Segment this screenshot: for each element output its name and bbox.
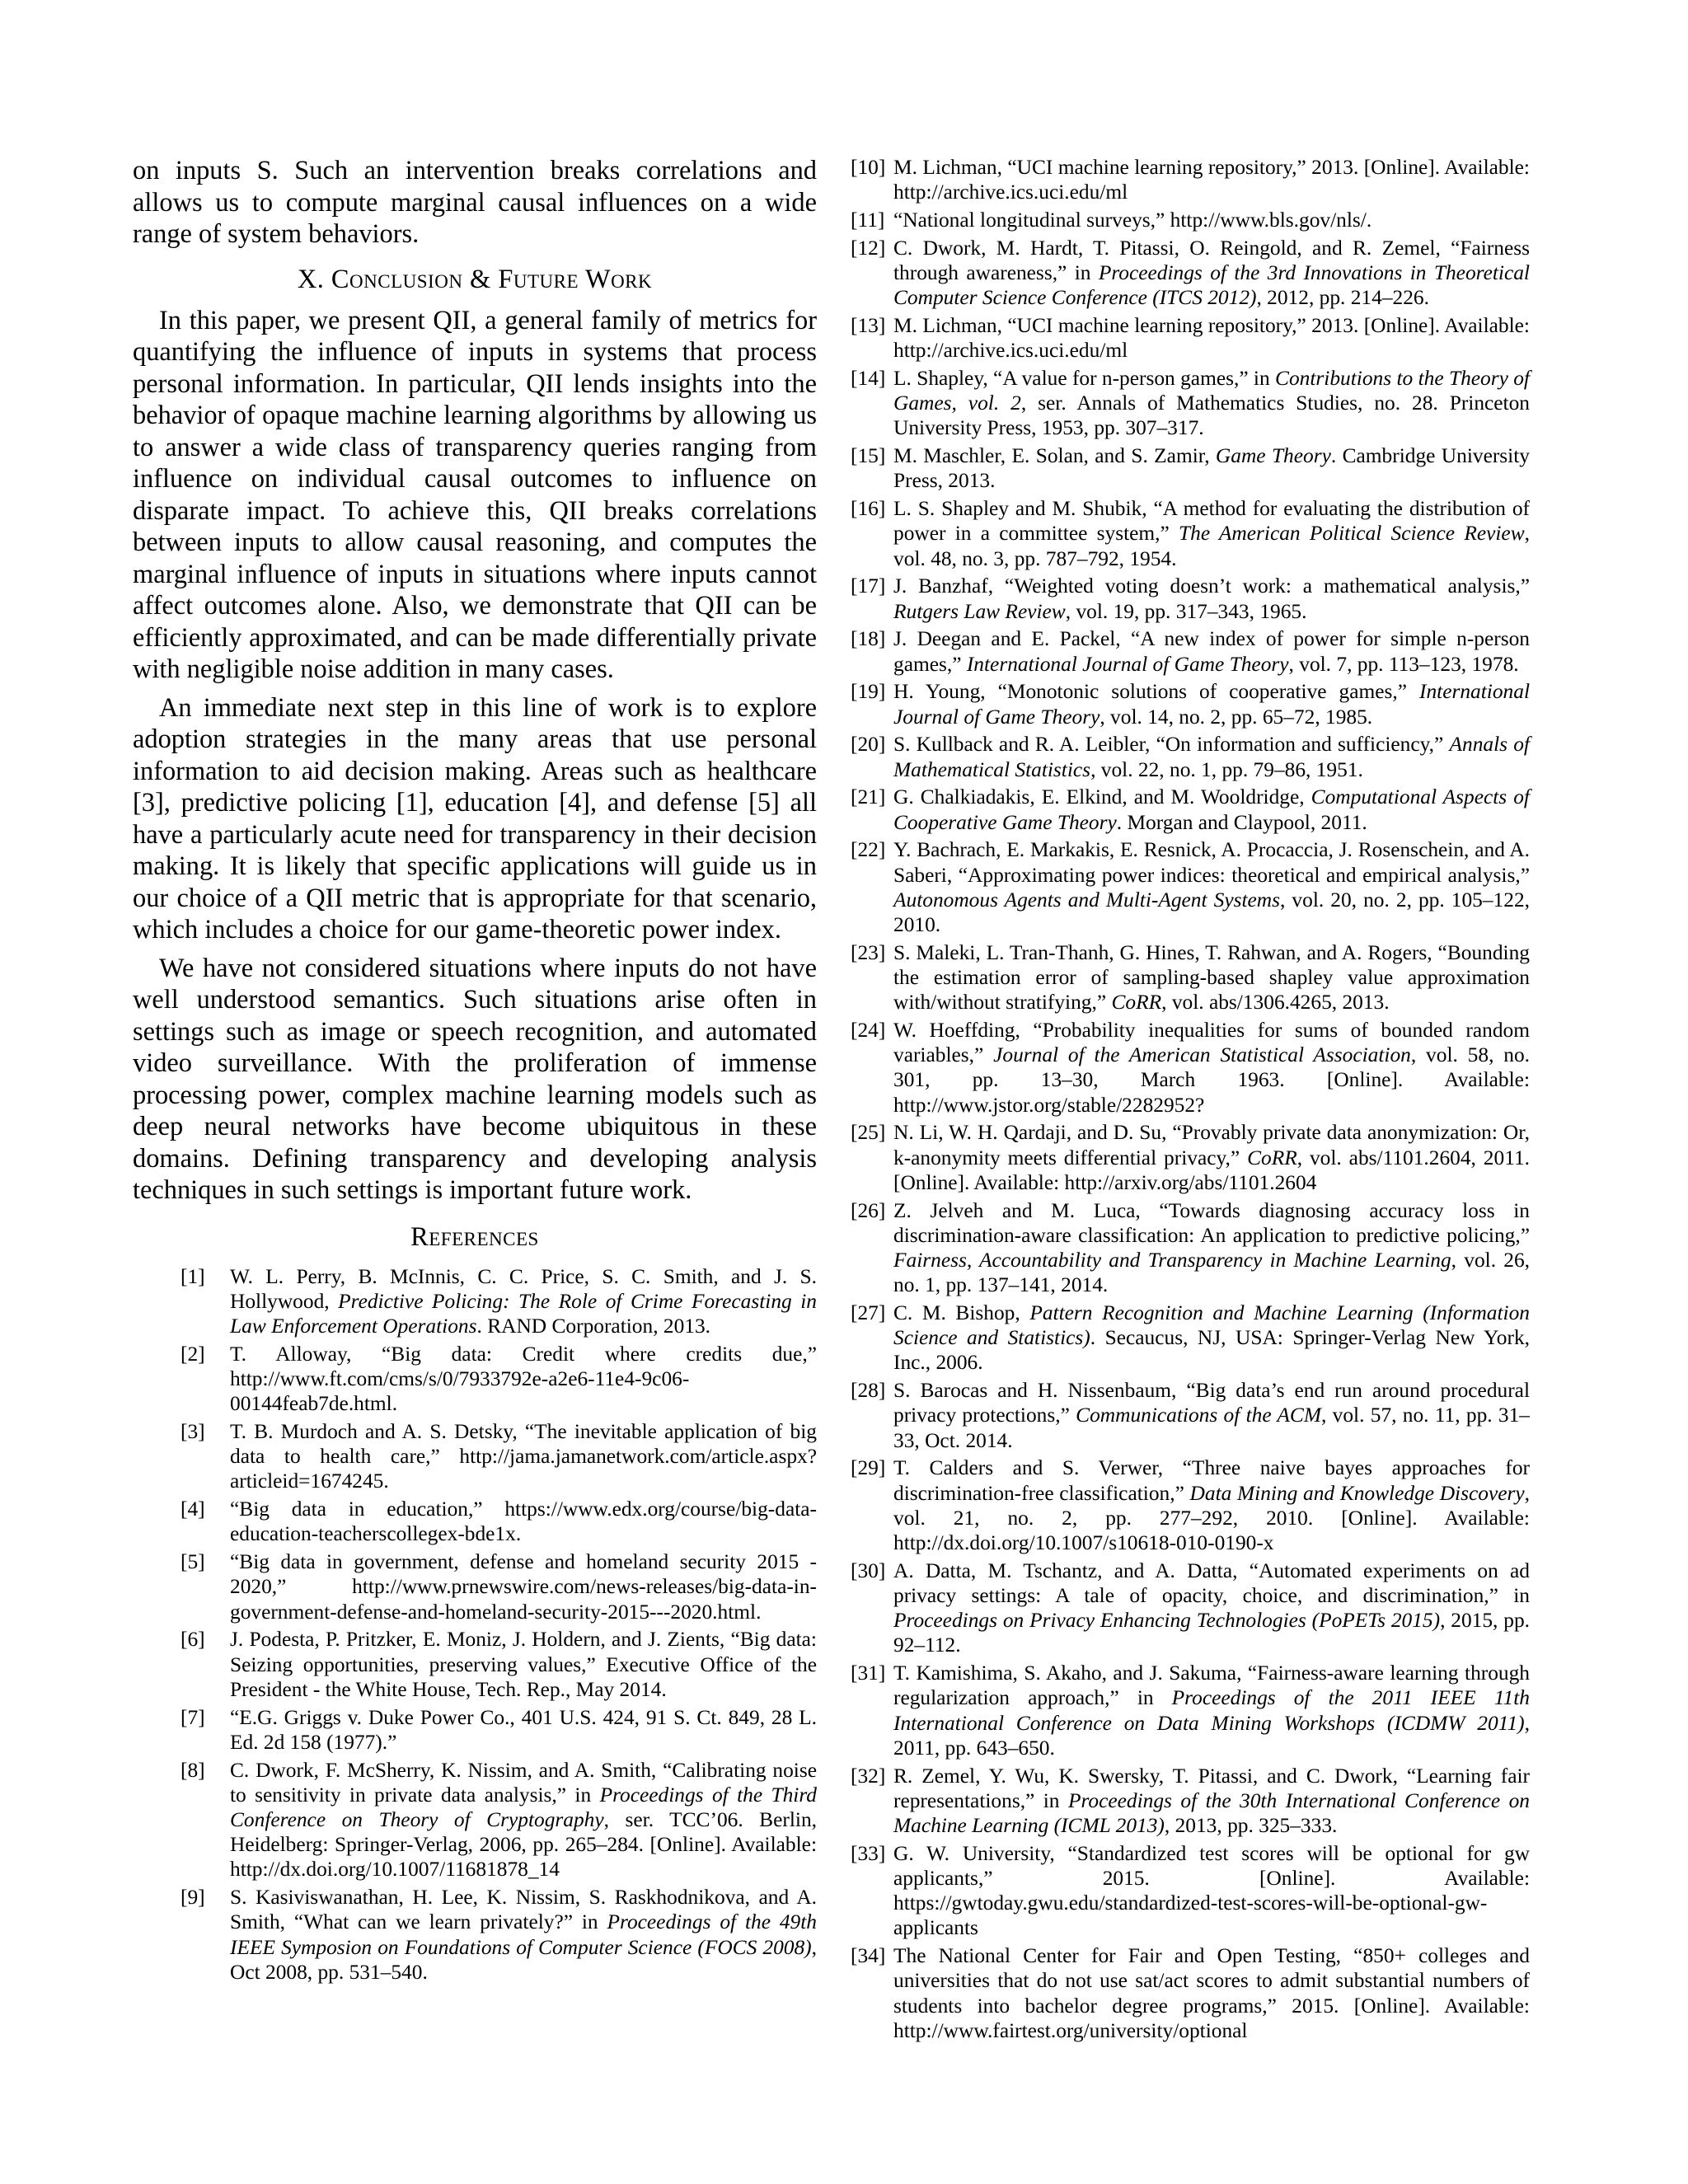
paragraph: An immediate next step in this line of work is to explore adoption strategies in the many areas that use personal information to aid decision making. Areas such as healthcare [3], predictive policing [1], education [4], and defense [5] all have a particularly acute need for transparency in their decision making. It is likely that specific applications will guide us in our choice of a QII metric that is appropriate for that scenario, which includes a choice for our game-theoretic power index. <box>133 692 817 944</box>
reference-number: [32] <box>851 1764 886 1788</box>
reference-venue: The American Political Science Review <box>1179 522 1525 546</box>
reference-details: , ser. Annals of Mathematics Studies, no. 28. Princeton University Press, 1953, pp. 307–317. <box>893 391 1531 440</box>
reference-item <box>851 1841 1530 1941</box>
reference-details: , vol. abs/1306.4265, 2013. <box>1161 991 1390 1015</box>
reference-item <box>851 443 1530 493</box>
reference-number: [16] <box>851 497 886 521</box>
reference-number: [5] <box>181 1550 205 1574</box>
reference-text: Z. Jelveh and M. Luca, “Towards diagnosing accuracy loss in discrimination-aware classification: An application to predictive policing,” <box>893 1198 1530 1247</box>
reference-text: The National Center for Fair and Open Testing, “850+ colleges and universities that do not use sat/act scores to admit substantial numbers of students into bachelor degree programs,” 2015. [Online]. Available: http://www.fairtest.org/university/optional <box>893 1944 1530 2042</box>
reference-venue: International Journal of Game Theory <box>966 652 1289 676</box>
reference-details: , 2011, pp. 643–650. <box>893 1711 1530 1760</box>
reference-details: , vol. 19, pp. 317–343, 1965. <box>1065 599 1307 623</box>
reference-number: [20] <box>851 733 886 757</box>
reference-text: “E.G. Griggs v. Duke Power Co., 401 U.S. 424, 91 S. Ct. 849, 28 L. Ed. 2d 158 (1977).” <box>230 1705 817 1754</box>
reference-item <box>181 1264 817 1339</box>
reference-venue: Proceedings of the 30th International Conference on Machine Learning (ICML 2013) <box>893 1788 1530 1838</box>
reference-item <box>851 1120 1530 1195</box>
reference-details: . Morgan and Claypool, 2011. <box>1116 810 1367 834</box>
reference-number: [28] <box>851 1379 886 1403</box>
reference-number: [7] <box>181 1705 205 1729</box>
reference-number: [34] <box>851 1944 886 1968</box>
reference-number: [2] <box>181 1342 205 1366</box>
reference-item <box>181 1885 817 1985</box>
reference-item <box>181 1419 817 1494</box>
reference-number: [22] <box>851 838 886 862</box>
references-heading: References <box>410 1221 539 1252</box>
reference-details: , 2012, pp. 214–226. <box>1256 286 1429 310</box>
reference-item <box>851 236 1530 311</box>
reference-number: [26] <box>851 1198 886 1222</box>
reference-details: , vol. abs/1101.2604, 2011. [Online]. Available: http://arxiv.org/abs/1101.2604 <box>893 1146 1530 1194</box>
reference-text: “Big data in government, defense and homeland security 2015 - 2020,” http://www.prnewswire.com/news-releases/big-data-in-government-defense-and-homeland-security-2015---2020.html. <box>230 1550 817 1624</box>
reference-details: , vol. 48, no. 3, pp. 787–792, 1954. <box>893 522 1530 570</box>
reference-item <box>851 626 1530 676</box>
reference-list-left <box>133 1264 817 1985</box>
reference-item <box>851 732 1530 781</box>
reference-number: [19] <box>851 680 886 704</box>
reference-number: [14] <box>851 367 886 390</box>
reference-item <box>851 1301 1530 1376</box>
reference-details: . Cambridge University Press, 2013. <box>893 444 1530 493</box>
reference-venue: Rutgers Law Review <box>893 599 1066 623</box>
reference-number: [15] <box>851 444 886 468</box>
reference-item <box>851 1378 1530 1453</box>
reference-item <box>851 679 1530 729</box>
reference-details: , vol. 58, no. 301, pp. 13–30, March 1963. [Online]. Available: http://www.jstor.org/stable/2282952? <box>893 1043 1530 1117</box>
reference-number: [27] <box>851 1301 886 1325</box>
reference-number: [21] <box>851 785 886 809</box>
paragraph: We have not considered situations where inputs do not have well understood semantics. Such situations arise often in settings such as image or speech recognition, and automated video surveillance. With the proliferation of immense processing power, complex machine learning models such as deep neural networks have become ubiquitous in these domains. Defining transparency and developing analysis techniques in such settings is important future work. <box>133 953 817 1205</box>
reference-number: [8] <box>181 1758 205 1782</box>
reference-text: H. Young, “Monotonic solutions of cooperative games,” <box>893 680 1419 704</box>
section-heading-conclusion: X. Conclusion & Future Work <box>297 264 653 294</box>
reference-item <box>851 1558 1530 1658</box>
reference-text: L. S. Shapley and M. Shubik, “A method for evaluating the distribution of power in a committee system,” <box>893 497 1530 546</box>
reference-item <box>181 1627 817 1702</box>
reference-details: , 2015, pp. 92–112. <box>893 1609 1530 1657</box>
reference-venue: Data Mining and Knowledge Discovery <box>1189 1481 1525 1505</box>
reference-venue: Pattern Recognition and Machine Learning (Information Science and Statistics) <box>893 1301 1530 1350</box>
reference-text: J. Podesta, P. Pritzker, E. Moniz, J. Holdern, and J. Zients, “Big data: Seizing opportunities, preserving values,” Executive Office of the President - the White House, Tech. Rep., May 2014. <box>230 1628 817 1701</box>
reference-number: [13] <box>851 314 886 337</box>
reference-text: G. Chalkiadakis, E. Elkind, and M. Wooldridge, <box>893 785 1311 809</box>
reference-text: “Big data in education,” https://www.edx.org/course/big-data-education-teacherscollegex-bde1x. <box>230 1497 817 1546</box>
reference-venue: Fairness, Accountability and Transparency in Machine Learning <box>893 1249 1451 1272</box>
reference-number: [12] <box>851 236 886 260</box>
reference-text: C. M. Bishop, <box>893 1301 1030 1325</box>
reference-text: N. Li, W. H. Qardaji, and D. Su, “Provably private data anonymization: Or, k-anonymity meets differential privacy,” <box>893 1121 1530 1169</box>
reference-text: M. Lichman, “UCI machine learning repository,” 2013. [Online]. Available: http://archive.ics.uci.edu/ml <box>893 314 1530 363</box>
reference-text: A. Datta, M. Tschantz, and A. Datta, “Automated experiments on ad privacy settings: A tale of opacity, choice, and discrimination,” in <box>893 1558 1530 1608</box>
right-column <box>851 155 1530 2046</box>
reference-number: [18] <box>851 627 886 651</box>
reference-text: “National longitudinal surveys,” http://www.bls.gov/nls/. <box>893 209 1372 232</box>
reference-item <box>851 785 1530 834</box>
reference-item <box>851 208 1530 232</box>
reference-item <box>851 155 1530 204</box>
reference-text: S. Kasiviswanathan, H. Lee, K. Nissim, S. Raskhodnikova, and A. Smith, “What can we learn privately?” in <box>230 1886 817 1934</box>
paragraph: In this paper, we present QII, a general family of metrics for quantifying the influence of inputs in systems that process personal information. In particular, QII lends insights into the behavior of opaque machine learning algorithms by allowing us to answer a wide class of transparency queries ranging from influence on individual causal outcomes to influence on disparate impact. To achieve this, QII breaks correlations between inputs to allow causal reasoning, and computes the marginal influence of inputs in situations where inputs cannot affect outcomes alone. Also, we demonstrate that QII can be efficiently approximated, and can be made differentially private with negligible noise addition in many cases. <box>133 305 817 684</box>
reference-number: [3] <box>181 1419 205 1443</box>
reference-venue: Proceedings of the Third Conference on Theory of Cryptography <box>230 1783 817 1831</box>
reference-item <box>851 1661 1530 1760</box>
reference-details: , vol. 14, no. 2, pp. 65–72, 1985. <box>1100 705 1373 729</box>
reference-item <box>181 1549 817 1624</box>
reference-number: [25] <box>851 1121 886 1145</box>
reference-item <box>851 940 1530 1015</box>
reference-number: [4] <box>181 1497 205 1521</box>
reference-item <box>851 366 1530 441</box>
reference-item <box>181 1705 817 1755</box>
reference-number: [1] <box>181 1264 205 1288</box>
reference-venue: Predictive Policing: The Role of Crime Forecasting in Law Enforcement Operations <box>230 1289 817 1338</box>
reference-text: G. W. University, “Standardized test scores will be optional for gw applicants,” 2015. [Online]. Available: https://gwtoday.gwu.edu/standardized-test-scores-will-be-optional-gw-applicants <box>893 1841 1530 1940</box>
reference-item <box>851 1018 1530 1118</box>
reference-venue: Journal of the American Statistical Association <box>993 1043 1411 1067</box>
reference-number: [33] <box>851 1841 886 1865</box>
reference-item <box>181 1342 817 1417</box>
reference-text: L. Shapley, “A value for n-person games,” in <box>893 367 1276 390</box>
reference-details: . Secaucus, NJ, USA: Springer-Verlag New York, Inc., 2006. <box>893 1326 1530 1375</box>
reference-number: [6] <box>181 1628 205 1652</box>
reference-details: , vol. 7, pp. 113–123, 1978. <box>1288 652 1519 676</box>
reference-text: J. Banzhaf, “Weighted voting doesn’t work: a mathematical analysis,” <box>893 574 1530 598</box>
body-text <box>133 155 817 251</box>
reference-number: [17] <box>851 574 886 598</box>
reference-number: [11] <box>851 209 885 232</box>
reference-text: T. Calders and S. Verwer, “Three naive bayes approaches for discrimination-free classification,” <box>893 1456 1530 1505</box>
reference-list-right <box>851 155 1530 2043</box>
reference-number: [29] <box>851 1456 886 1480</box>
reference-venue: Proceedings of the 49th IEEE Symposion on Foundations of Computer Science (FOCS 2008) <box>230 1910 817 1959</box>
reference-details: , vol. 20, no. 2, pp. 105–122, 2010. <box>893 888 1530 937</box>
reference-text: T. Alloway, “Big data: Credit where credits due,” http://www.ft.com/cms/s/0/7933792e-a2e6-11e4-9c06-00144feab7de.html. <box>230 1342 817 1416</box>
conclusion-text <box>133 305 817 1207</box>
reference-details: , vol. 21, no. 2, pp. 277–292, 2010. [Online]. Available: http://dx.doi.org/10.1007/s10618-010-0190-x <box>893 1481 1530 1555</box>
reference-venue: Computational Aspects of Cooperative Game Theory <box>893 785 1530 834</box>
reference-venue: Communications of the ACM <box>1076 1404 1322 1427</box>
reference-venue: Contributions to the Theory of Games, vol. 2 <box>893 367 1530 415</box>
reference-venue: Proceedings on Privacy Enhancing Technologies (PoPETs 2015) <box>893 1609 1441 1633</box>
reference-text: T. Kamishima, S. Akaho, and J. Sakuma, “Fairness-aware learning through regularization approach,” in <box>893 1661 1530 1710</box>
reference-text: M. Lichman, “UCI machine learning repository,” 2013. [Online]. Available: http://archive.ics.uci.edu/ml <box>893 156 1530 204</box>
reference-venue: Autonomous Agents and Multi-Agent Systems <box>893 888 1281 912</box>
reference-item <box>851 1943 1530 2043</box>
reference-text: S. Maleki, L. Tran-Thanh, G. Hines, T. Rahwan, and A. Rogers, “Bounding the estimation error of sampling-based shapley value approximation with/without stratifying,” <box>893 940 1530 1015</box>
reference-item <box>851 1764 1530 1839</box>
reference-number: [10] <box>851 156 886 179</box>
reference-text: M. Maschler, E. Solan, and S. Zamir, <box>893 444 1216 468</box>
reference-details: , Oct 2008, pp. 531–540. <box>230 1935 817 1984</box>
reference-details: , 2013, pp. 325–333. <box>1164 1814 1338 1838</box>
reference-item <box>181 1497 817 1546</box>
reference-text: S. Kullback and R. A. Leibler, “On information and sufficiency,” <box>893 733 1450 757</box>
reference-item <box>851 313 1530 363</box>
reference-item <box>851 496 1530 571</box>
left-column <box>133 155 817 1988</box>
reference-venue: Proceedings of the 3rd Innovations in Theoretical Computer Science Conference (ITCS 2012) <box>893 261 1530 310</box>
reference-number: [23] <box>851 940 886 964</box>
reference-item <box>851 1455 1530 1555</box>
reference-text: W. Hoeffding, “Probability inequalities for sums of bounded random variables,” <box>893 1019 1530 1067</box>
reference-item <box>851 574 1530 623</box>
intro-paragraph: on inputs S. Such an intervention breaks correlations and allows us to compute marginal causal influences on a wide range of system behaviors. <box>133 156 817 249</box>
reference-venue: Game Theory <box>1215 444 1331 468</box>
reference-number: [9] <box>181 1886 205 1910</box>
reference-text: J. Deegan and E. Packel, “A new index of power for simple n-person games,” <box>893 627 1530 676</box>
reference-venue: CoRR <box>1111 991 1162 1015</box>
reference-number: [31] <box>851 1661 886 1685</box>
reference-text: Y. Bachrach, E. Markakis, E. Resnick, A. Procaccia, J. Rosenschein, and A. Saberi, “Approximating power indices: theoretical and empirical analysis,” <box>893 838 1530 887</box>
reference-details: , vol. 22, no. 1, pp. 79–86, 1951. <box>1090 757 1363 781</box>
reference-item <box>851 837 1530 937</box>
reference-number: [30] <box>851 1558 886 1582</box>
reference-item <box>181 1758 817 1882</box>
reference-details: , vol. 26, no. 1, pp. 137–141, 2014. <box>893 1249 1531 1297</box>
reference-venue: International Journal of Game Theory <box>893 680 1530 729</box>
reference-text: T. B. Murdoch and A. S. Detsky, “The inevitable application of big data to health care,” http://jama.jamanetwork.com/article.aspx?articleid=1674245. <box>230 1419 817 1493</box>
reference-details: , vol. 57, no. 11, pp. 31–33, Oct. 2014. <box>893 1404 1530 1452</box>
reference-text: C. Dwork, M. Hardt, T. Pitassi, O. Reingold, and R. Zemel, “Fairness through awareness,” in <box>893 236 1530 284</box>
reference-number: [24] <box>851 1019 886 1043</box>
reference-text: C. Dwork, F. McSherry, K. Nissim, and A. Smith, “Calibrating noise to sensitivity in private data analysis,” in <box>230 1758 817 1807</box>
reference-venue: Proceedings of the 2011 IEEE 11th International Conference on Data Mining Workshops (ICDMW 2011) <box>893 1686 1530 1735</box>
reference-text: W. L. Perry, B. McInnis, C. C. Price, S. C. Smith, and J. S. Hollywood, <box>230 1264 817 1313</box>
reference-text: R. Zemel, Y. Wu, K. Swersky, T. Pitassi, and C. Dwork, “Learning fair representations,” in <box>893 1764 1530 1812</box>
reference-venue: Annals of Mathematical Statistics <box>893 733 1530 781</box>
reference-details: , ser. TCC’06. Berlin, Heidelberg: Springer-Verlag, 2006, pp. 265–284. [Online]. Available: http://dx.doi.org/10.1007/11681878_14 <box>230 1807 817 1882</box>
reference-item <box>851 1198 1530 1298</box>
reference-venue: CoRR <box>1247 1146 1297 1169</box>
reference-text: S. Barocas and H. Nissenbaum, “Big data’s end run around procedural privacy protections,” <box>893 1379 1530 1427</box>
reference-details: . RAND Corporation, 2013. <box>476 1314 711 1338</box>
